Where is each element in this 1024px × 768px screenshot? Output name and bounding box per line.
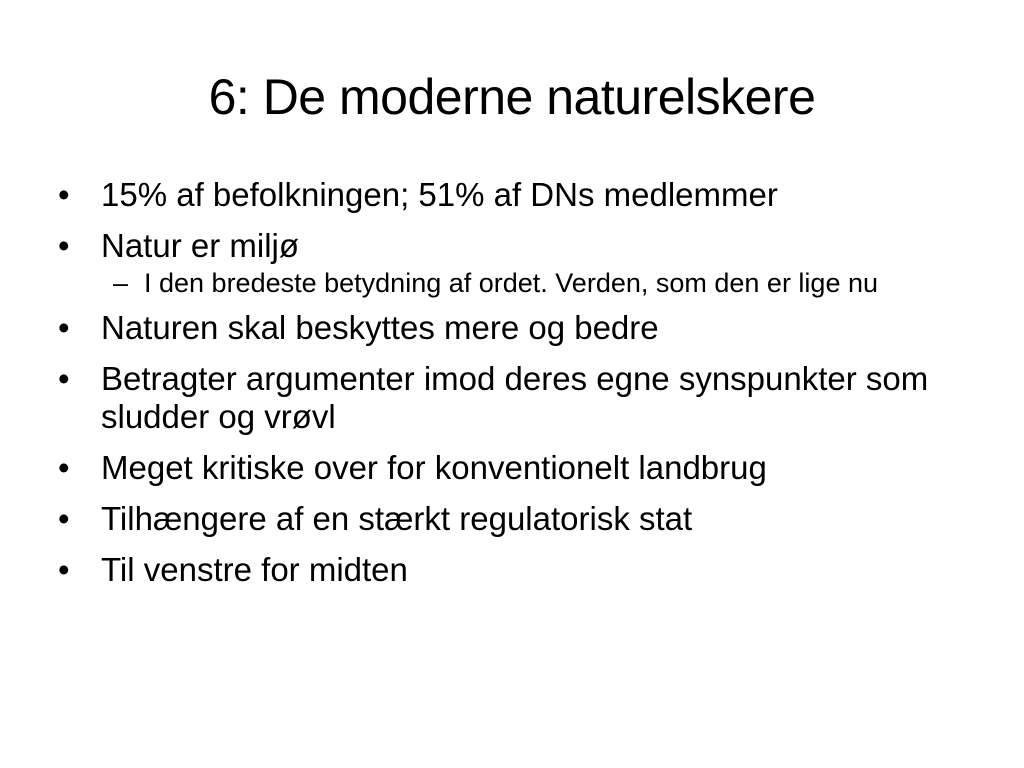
sub-bullet-text: I den bredeste betydning af ordet. Verden, som den er lige nu (144, 268, 878, 298)
bullet-item (58, 449, 1008, 487)
bullet-marker: • (58, 176, 70, 213)
bullet-text: Betragter argumenter imod deres egne synspunkter som sludder og vrøvl (101, 360, 929, 435)
sub-bullet-marker: – (113, 268, 129, 298)
bullet-text: Meget kritiske over for konventionelt landbrug (101, 449, 767, 486)
bullet-marker: • (58, 449, 70, 486)
bullet-text: Naturen skal beskyttes mere og bedre (101, 309, 659, 346)
bullet-text: 15% af befolkningen; 51% af DNs medlemmer (101, 176, 778, 213)
bullet-marker: • (58, 309, 70, 346)
bullet-item (58, 360, 1008, 436)
bullet-item (58, 551, 1008, 589)
bullet-marker: • (58, 500, 70, 537)
bullet-text: Natur er miljø (101, 227, 300, 264)
bullet-text: Tilhængere af en stærkt regulatorisk stat (101, 500, 693, 537)
bullet-item (58, 309, 1008, 347)
bullet-item (58, 227, 1008, 265)
bullet-item (58, 176, 1008, 214)
bullet-text: Til venstre for midten (101, 551, 408, 588)
bullet-marker: • (58, 551, 70, 588)
bullet-marker: • (58, 360, 70, 397)
bullet-marker: • (58, 227, 70, 264)
sub-bullet-item (58, 266, 1008, 300)
bullet-list (58, 176, 1008, 602)
bullet-item (58, 500, 1008, 538)
slide-title: 6: De moderne naturelskere (208, 69, 816, 125)
